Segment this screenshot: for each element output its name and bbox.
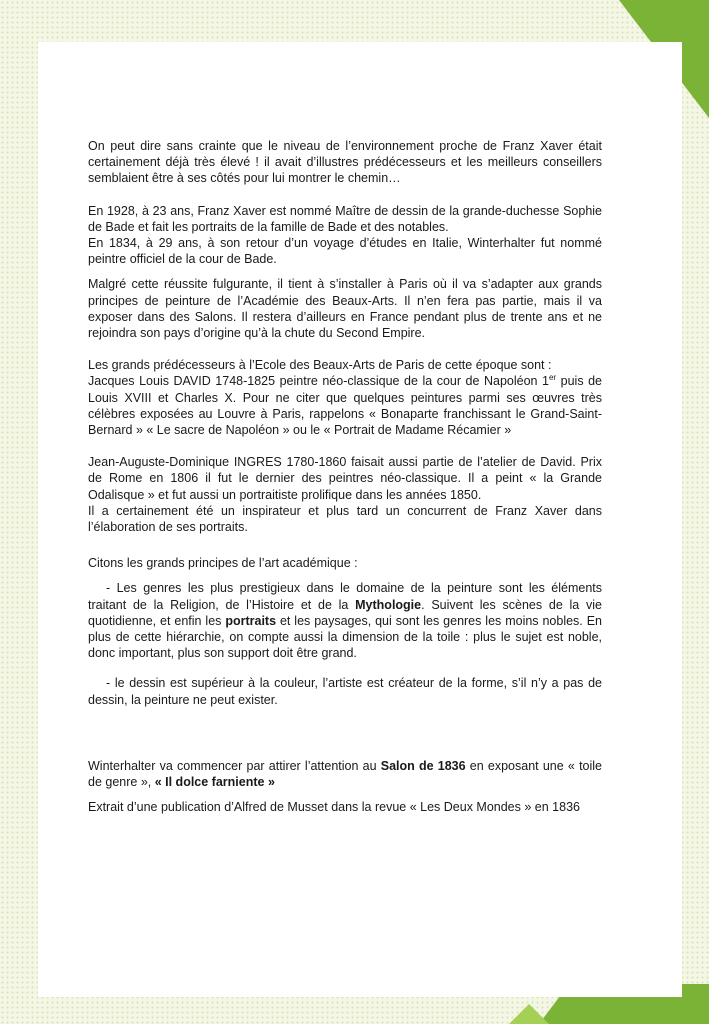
paragraph-principle-genres: - Les genres les plus prestigieux dans le domaine de la peinture sont les éléments traitant de la Religion, de l’Histoire et de la Mythologie. Suivent les scènes de la vie quotidienne, et enfin les portraits et les paysages, qui sont les genres les moins nobles. En plus de cette hiérarchie, on compte aussi la dimension de la toile : plus le sujet est noble, donc important, plus son support doit être grand. — [88, 581, 602, 661]
paragraph-david: Jacques Louis DAVID 1748-1825 peintre néo-classique de la cour de Napoléon 1er puis de Louis XVIII et Charles X. Pour ne citer que quelques peintures parmi ses œuvres très célèbres exposées au Louvre à Paris, rappelons « Bonaparte franchissant le Grand-Saint-Bernard » « Le sacre de Napoléon » ou le « Portrait de Madame Récamier » — [88, 373, 603, 438]
paragraph-musset-extract: Extrait d’une publication d’Alfred de Musset dans la revue « Les Deux Mondes » en 1836 — [88, 800, 580, 815]
paragraph-predecessors-intro: Les grands prédécesseurs à l’Ecole des Beaux-Arts de Paris de cette époque sont : — [88, 358, 552, 373]
paragraph-inspirer: Il a certainement été un inspirateur et plus tard un concurrent de Franz Xaver dans l’élaboration de ses portraits. — [88, 503, 602, 535]
paragraph-1834: En 1834, à 29 ans, à son retour d’un voyage d’études en Italie, Winterhalter fut nommé peintre officiel de la cour de Bade. — [88, 236, 602, 267]
paragraph-principles-intro: Citons les grands principes de l’art académique : — [88, 556, 358, 571]
document-page — [38, 42, 682, 997]
paragraph-1928: En 1928, à 23 ans, Franz Xaver est nommé Maître de dessin de la grande-duchesse Sophie de Bade et fait les portraits de la famille de Bade et des notables. — [88, 203, 602, 234]
paragraph-ingres: Jean-Auguste-Dominique INGRES 1780-1860 faisait aussi partie de l’atelier de David. Prix de Rome en 1806 il fut le dernier des peintres néo-classique. Il a peint « la Grande Odalisque » et fut aussi un portraitiste prolifique dans les années 1850. — [88, 455, 602, 502]
paragraph-principle-drawing: - le dessin est supérieur à la couleur, l’artiste est créateur de la forme, s’il n’y a pas de dessin, la peinture ne peut exister. — [88, 676, 602, 707]
paragraph-paris: Malgré cette réussite fulgurante, il tient à s’installer à Paris où il va s’adapter aux grands principes de peinture de l’Académie des Beaux-Arts. Il n’en fera pas partie, mais il va exposer dans des Salons. Il restera d’ailleurs en France pendant plus de trente ans et ne rejoindra son pays d’origine qu’à la chute du Second Empire. — [88, 277, 602, 341]
paragraph-environment: On peut dire sans crainte que le niveau de l’environnement proche de Franz Xaver était certainement déjà très élevé ! il avait d’illustres prédécesseurs et les meilleurs conseillers semblaient être à ses côtés pour lui montrer le chemin… — [88, 139, 602, 186]
paragraph-salon-1836: Winterhalter va commencer par attirer l’attention au Salon de 1836 en exposant une « toile de genre », « Il dolce farniente » — [88, 758, 602, 790]
page-content — [88, 138, 602, 816]
